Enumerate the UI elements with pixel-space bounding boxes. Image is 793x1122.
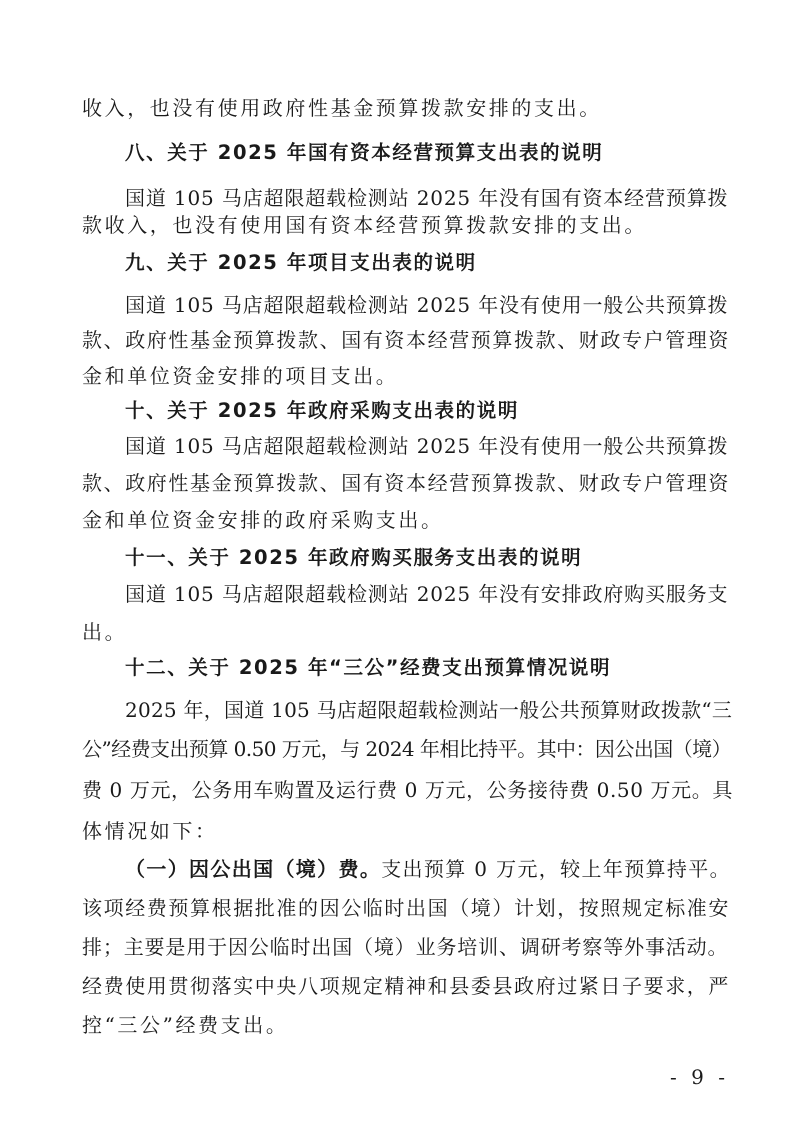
paragraph-line: 款、政府性基金预算拨款、国有资本经营预算拨款、财政专户管理资	[82, 471, 730, 495]
paragraph-line: 费 0 万元，公务用车购置及运行费 0 万元，公务接待费 0.50 万元。具	[82, 778, 733, 802]
subsection-paragraph-line	[125, 856, 731, 882]
paragraph-line: 经费使用贯彻落实中央八项规定精神和县委县政府过紧日子要求，严	[82, 974, 730, 998]
subsection-title: （一）因公出国（境）费。	[125, 857, 382, 881]
paragraph-line: 2025 年，国道 105 马店超限超载检测站一般公共预算财政拨款“三	[125, 698, 733, 722]
paragraph-line: 控“三公”经费支出。	[82, 1013, 289, 1037]
paragraph-line: 款、政府性基金预算拨款、国有资本经营预算拨款、财政专户管理资	[82, 328, 730, 352]
section-heading-8: 八、关于 2025 年国有资本经营预算支出表的说明	[125, 141, 604, 164]
paragraph-line: 公”经费支出预算 0.50 万元，与 2024 年相比持平。其中：因公出国（境）	[82, 737, 732, 761]
paragraph-line: 排；主要是用于因公临时出国（境）业务培训、调研考察等外事活动。	[82, 935, 729, 959]
paragraph-line: 国道 105 马店超限超载检测站 2025 年没有安排政府购买服务支	[125, 582, 729, 606]
paragraph-line: 国道 105 马店超限超载检测站 2025 年没有使用一般公共预算拨	[125, 293, 729, 317]
paragraph-line: 款收入，也没有使用国有资本经营预算拨款安排的支出。	[82, 213, 647, 237]
section-heading-10: 十、关于 2025 年政府采购支出表的说明	[125, 399, 519, 422]
paragraph-line: 国道 105 马店超限超载检测站 2025 年没有国有资本经营预算拨	[125, 186, 729, 210]
paragraph-line: 收入，也没有使用政府性基金预算拨款安排的支出。	[82, 96, 602, 120]
paragraph-line: 体情况如下：	[82, 819, 218, 843]
section-heading-12: 十二、关于 2025 年“三公”经费支出预算情况说明	[125, 656, 612, 679]
paragraph-line: 出。	[82, 620, 128, 644]
paragraph-line: 国道 105 马店超限超载检测站 2025 年没有使用一般公共预算拨	[125, 434, 729, 458]
section-heading-9: 九、关于 2025 年项目支出表的说明	[125, 251, 477, 274]
paragraph-line: 金和单位资金安排的项目支出。	[82, 364, 399, 388]
page-number: - 9 -	[670, 1065, 729, 1089]
section-heading-11: 十一、关于 2025 年政府购买服务支出表的说明	[125, 546, 583, 569]
paragraph-line: 金和单位资金安排的政府采购支出。	[82, 508, 444, 532]
subsection-text: 支出预算 0 万元，较上年预算持平。	[381, 857, 731, 881]
paragraph-line: 该项经费预算根据批准的因公临时出国（境）计划，按照规定标准安	[82, 896, 730, 920]
